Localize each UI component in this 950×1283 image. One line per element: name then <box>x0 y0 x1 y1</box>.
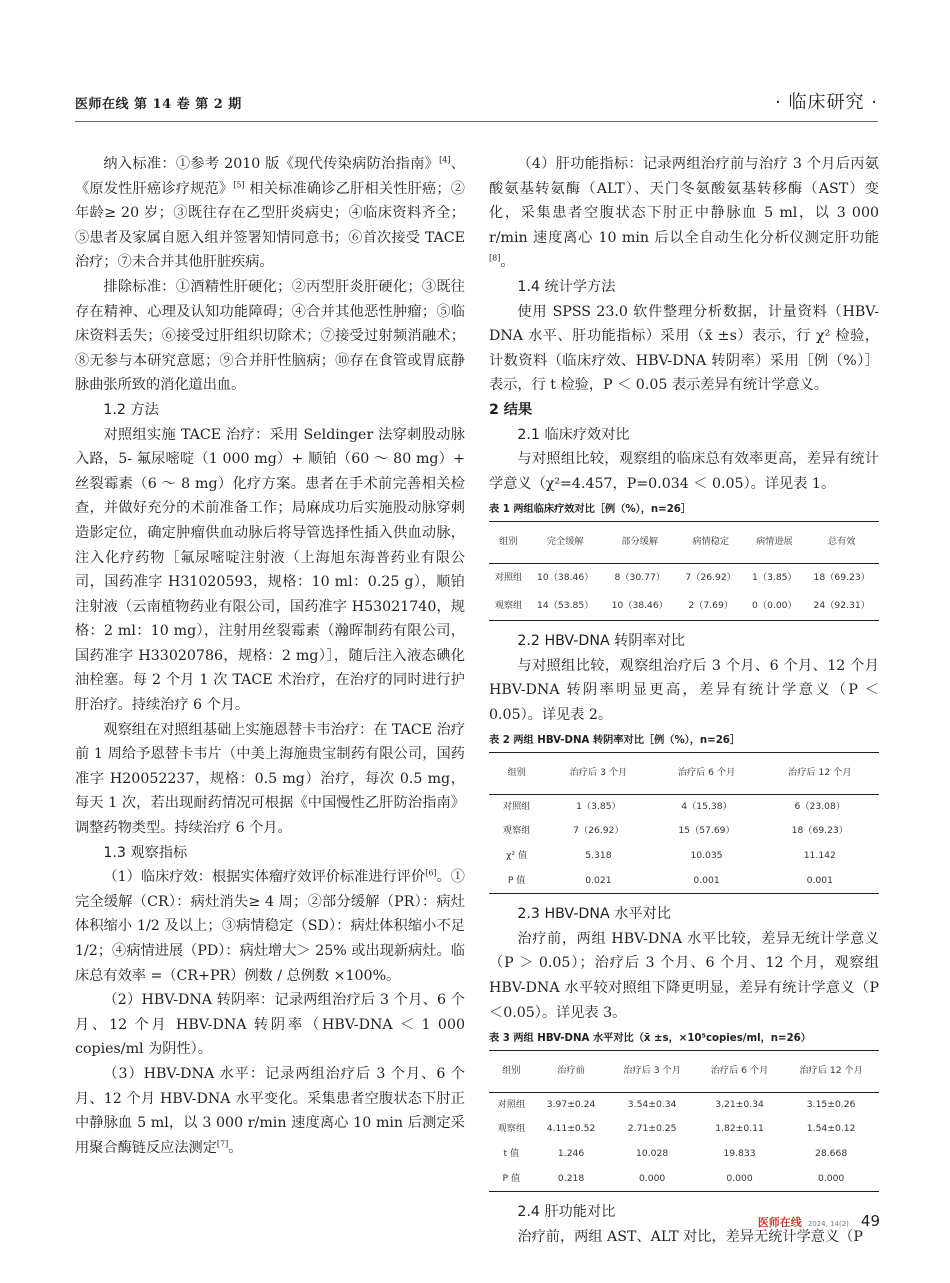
issue-label: 2024, 14(2) <box>807 1220 849 1228</box>
section-heading-liver-function: 2.4 肝功能对比 <box>517 1204 616 1221</box>
table-row: t 值 1.246 10.028 19.833 28.668 <box>503 1148 848 1159</box>
hbv-dna-level-result-paragraph: 治疗前，两组 HBV-DNA 水平比较，差异无统计学意义（P ＞ 0.05）；治疗后 3 个月、6 个月、12 个月，观察组 HBV-DNA 水平较对照组下降更明显，差异有统计学意义（P＜0.05）。详见表 3。 <box>489 930 879 1021</box>
section-heading-hbv-dna-level: 2.3 HBV-DNA 水平对比 <box>517 906 671 923</box>
section-heading-results: 2 结果 <box>489 401 533 418</box>
observation-group-paragraph: 观察组在对照组基础上实施恩替卡韦治疗：在 TACE 治疗前 1 周给予恩替卡韦片（中美上海施贵宝制药有限公司，国药准字 H20052237，规格：0.5 mg）治疗，每次 0.5 mg，每天 1 次，若出现耐药情况可根据《中国慢性乙肝防治指南》调整药物类型。持续治疗 6 个月。 <box>75 721 465 837</box>
table-header-cell: 治疗前 <box>534 1051 609 1093</box>
table-1 <box>489 521 879 621</box>
table-row: 观察组 7（26.92） 15（57.69） 18（69.23） <box>502 825 848 837</box>
table-2 <box>489 752 879 894</box>
table-header-cell: 组别 <box>489 753 544 795</box>
table-row: 观察组 14（53.85） 10（38.46） 2（7.69） 0（0.00） 24（92.31） <box>489 592 879 621</box>
table-header-cell: 总有效 <box>804 522 879 564</box>
clinical-efficacy-paragraph: （1）临床疗效：根据实体瘤疗效评价标准进行评价[6]。①完全缓解（CR）：病灶消失≥ 4 周；②部分缓解（PR）：病灶体积缩小 1/2 及以上；③病情稳定（SD）：病灶体积缩小不足 1/2；④病情进展（PD）：病灶增大＞ 25% 或出现新病灶。临床总有效率 =（CR+PR）例数 / 总例数 ×100%。 <box>75 868 465 984</box>
header-rule <box>75 121 878 122</box>
section-heading-clinical-efficacy: 2.1 临床疗效对比 <box>517 426 630 443</box>
table-header-cell: 治疗后 3 个月 <box>608 1051 695 1093</box>
page-footer <box>758 1212 880 1230</box>
table-header-cell: 组别 <box>489 1051 534 1093</box>
table-header-cell: 组别 <box>489 522 528 564</box>
section-header: · 临床研究 · <box>775 92 878 113</box>
journal-header: 医师在线 第 14 卷 第 2 期 <box>75 97 242 112</box>
liver-function-result-paragraph: 治疗前，两组 AST、ALT 对比，差异无统计学意义（P <box>517 1228 863 1245</box>
table-row: 观察组 4.11±0.52 2.71±0.25 1.82±0.11 1.54±0.12 <box>497 1123 856 1135</box>
section-heading-indicators: 1.3 观察指标 <box>103 844 188 861</box>
control-group-paragraph: 对照组实施 TACE 治疗：采用 Seldinger 法穿刺股动脉入路，5- 氟尿嘧啶（1 000 mg）+ 顺铂（60 ～ 80 mg）+ 丝裂霉素（6 ～ 8 mg）化疗方案。患者在手术前完善相关检查，并做好充分的术前准备工作；局麻成功后实施股动脉穿刺造影定位，确定肿瘤供血动脉后将导管选择性插入供血动脉，注入化疗药物［氟尿嘧啶注射液（上海旭东海普药业有限公司，国药准字 H31020593，规格：10 ml：0.25 g），顺铂注射液（云南植物药业有限公司，国药准字 H53021740，规格：2 ml：10 mg），注射用丝裂霉素（瀚晖制药有限公司，国药准字 H33020786，规格：2 mg）］，随后注入液态碘化油栓塞。每 2 个月 1 次 TACE 术治疗，在治疗的同时进行护肝治疗。持续治疗 6 个月。 <box>75 426 465 714</box>
table-header-cell: 治疗后 6 个月 <box>696 1051 783 1093</box>
inclusion-criteria-paragraph: 纳入标准：①参考 2010 版《现代传染病防治指南》[4]、《原发性肝癌诊疗规范》[5] 相关标准确诊乙肝相关性肝癌；②年龄≥ 20 岁；③既往存在乙型肝炎病史；④临床资料齐全；⑤患者及家属自愿入组并签署知情同意书；⑥首次接受 TACE 治疗；⑦未合并其他肝脏疾病。 <box>75 155 465 271</box>
table-row: P 值 0.218 0.000 0.000 0.000 <box>489 1167 879 1192</box>
table-header-cell: 病情进展 <box>744 522 804 564</box>
table-header-cell: 治疗后 12 个月 <box>783 1051 879 1093</box>
left-column <box>75 152 465 1160</box>
table-header-cell: 治疗后 6 个月 <box>652 753 760 795</box>
journal-logo: 医师在线 <box>757 1216 802 1229</box>
table-row: 对照组 1（3.85） 4（15.38） 6（23.08） <box>502 800 846 812</box>
statistics-paragraph: 使用 SPSS 23.0 软件整理分析数据，计量资料（HBV-DNA 水平、肝功能指标）采用（x̄ ±s）表示，行 χ² 检验，计数资料（临床疗效、HBV-DNA 转阴率）采用［例（%）］表示，行 t 检验，P ＜ 0.05 表示差异有统计学意义。 <box>489 303 879 394</box>
table-header-cell: 完全缓解 <box>528 522 603 564</box>
section-heading-conversion-rate: 2.2 HBV-DNA 转阴率对比 <box>517 632 686 649</box>
table-3 <box>489 1050 879 1192</box>
table-row: 对照组 10（38.46） 8（30.77） 7（26.92） 1（3.85） 18（69.23） <box>494 571 870 583</box>
right-column <box>489 152 879 1249</box>
page-number: 49 <box>860 1212 880 1230</box>
clinical-efficacy-result-paragraph: 与对照组比较，观察组的临床总有效率更高，差异有统计学意义（χ²=4.457，P=0.034 ＜ 0.05）。详见表 1。 <box>489 451 879 492</box>
table-row: 对照组 3.97±0.24 3.54±0.34 3.21±0.34 3.15±0.26 <box>497 1098 856 1110</box>
conversion-rate-paragraph: （2）HBV-DNA 转阴率：记录两组治疗后 3 个月、6 个月、12 个月 HBV-DNA 转阴率（HBV-DNA ＜ 1 000 copies/ml 为阴性）。 <box>75 992 465 1058</box>
conversion-rate-result-paragraph: 与对照组比较，观察组治疗后 3 个月、6 个月、12 个月 HBV-DNA 转阴率明显更高，差异有统计学意义（P ＜ 0.05）。详见表 2。 <box>489 657 879 723</box>
table-row: P 值 0.021 0.001 0.001 <box>489 869 879 894</box>
table-header-cell: 部分缓解 <box>602 522 677 564</box>
table-header-cell: 病情稳定 <box>677 522 744 564</box>
table-2-caption: 表 2 两组 HBV-DNA 转阴率对比［例（%），n=26］ <box>489 735 741 747</box>
table-1-caption: 表 1 两组临床疗效对比［例（%），n=26］ <box>489 504 692 516</box>
liver-function-paragraph: （4）肝功能指标：记录两组治疗前与治疗 3 个月后丙氨酸氨基转氨酶（ALT）、天门冬氨酸氨基转移酶（AST）变化，采集患者空腹状态下肘正中静脉血 5 ml，以 3 000 r/min 速度离心 10 min 后以全自动生化分析仪测定肝功能[8]。 <box>489 156 879 271</box>
section-heading-statistics: 1.4 统计学方法 <box>517 278 616 295</box>
table-3-caption: 表 3 两组 HBV-DNA 水平对比（x̄ ±s，×10⁵copies/ml，n=26） <box>489 1033 811 1045</box>
table-row: χ² 值 5.318 10.035 11.142 <box>506 850 836 862</box>
section-heading-methods: 1.2 方法 <box>103 401 159 418</box>
hbv-dna-level-paragraph: （3）HBV-DNA 水平：记录两组治疗后 3 个月、6 个月、12 个月 HBV-DNA 水平变化。采集患者空腹状态下肘正中静脉血 5 ml，以 3 000 r/min 速度离心 10 min 后测定采用聚合酶链反应法测定[7]。 <box>75 1065 465 1156</box>
exclusion-criteria-paragraph: 排除标准：①酒精性肝硬化；②丙型肝炎肝硬化；③既往存在精神、心理及认知功能障碍；④合并其他恶性肿瘤；⑤临床资料丢失；⑥接受过肝组织切除术；⑦接受过射频消融术；⑧无参与本研究意愿；⑨合并肝性脑病；⑩存在食管或胃底静脉曲张所致的消化道出血。 <box>75 278 465 394</box>
table-header-cell: 治疗后 3 个月 <box>544 753 652 795</box>
table-header-cell: 治疗后 12 个月 <box>761 753 879 795</box>
